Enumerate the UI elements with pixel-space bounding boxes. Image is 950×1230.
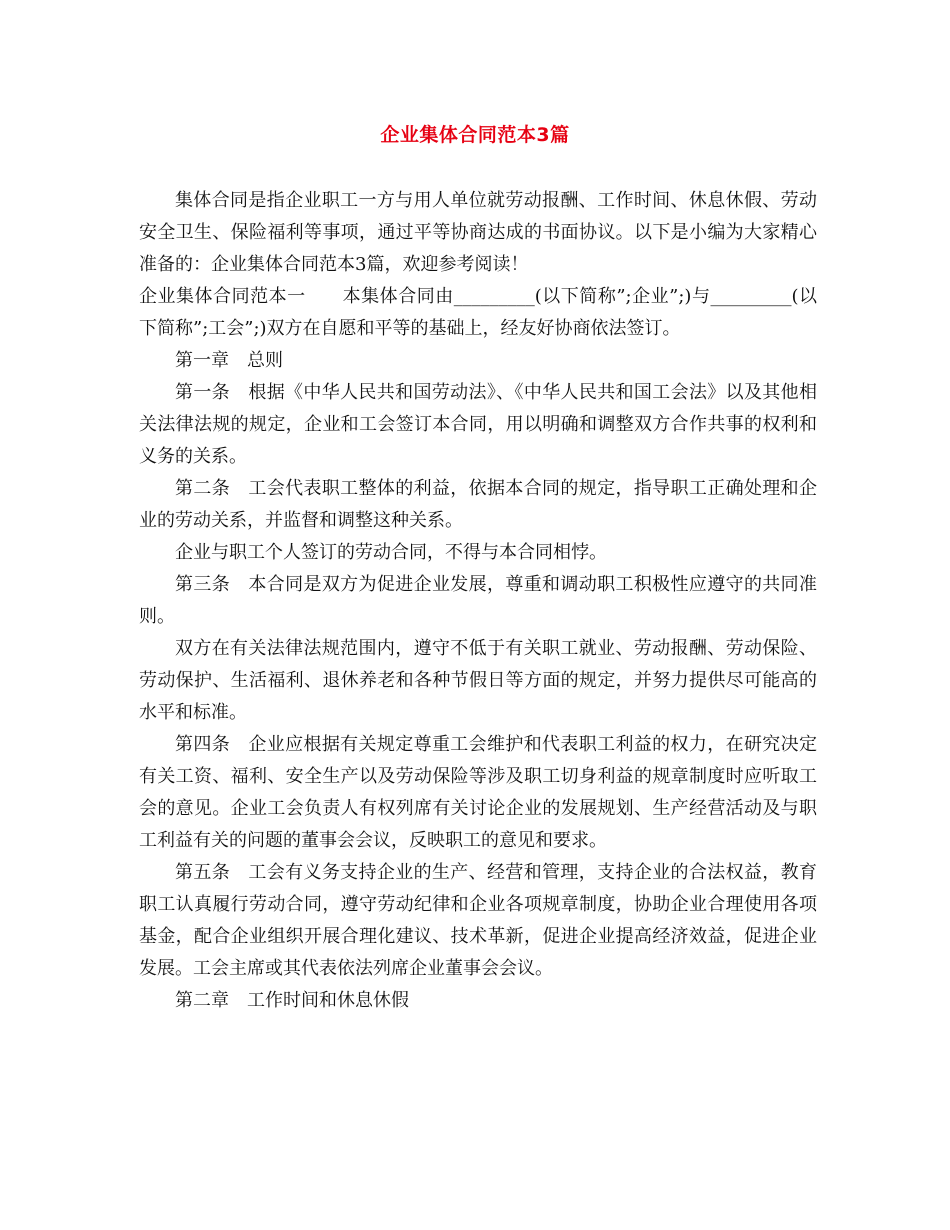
chapter-heading: 第一章 总则 xyxy=(175,350,283,371)
document-title: 企业集体合同范本3篇 xyxy=(380,124,570,146)
chapter-heading: 第二章 工作时间和休息休假 xyxy=(175,990,409,1011)
body-paragraph: 双方在有关法律法规范围内，遵守不低于有关职工就业、劳动报酬、劳动保险、劳动保护、生活福利、退休养老和各种节假日等方面的规定，并努力提供尽可能高的水平和标准。 xyxy=(139,638,817,723)
article-paragraph: 第一条 根据《中华人民共和国劳动法》、《中华人民共和国工会法》以及其他相关法律法规的规定，企业和工会签订本合同，用以明确和调整双方合作共事的权利和义务的关系。 xyxy=(139,382,817,467)
article-paragraph: 第三条 本合同是双方为促进企业发展，尊重和调动职工积极性应遵守的共同准则。 xyxy=(139,574,817,627)
intro-paragraph: 集体合同是指企业职工一方与用人单位就劳动报酬、工作时间、休息休假、劳动安全卫生、保险福利等事项，通过平等协商达成的书面协议。以下是小编为大家精心准备的：企业集体合同范本3篇，欢迎参考阅读！ xyxy=(139,190,817,275)
contract-preamble-paragraph: 企业集体合同范本一 本集体合同由_________(以下简称”;企业”;)与_________(以下简称”;工会”;)双方在自愿和平等的基础上，经友好协商依法签订。 xyxy=(139,286,817,339)
body-paragraph: 企业与职工个人签订的劳动合同，不得与本合同相悖。 xyxy=(175,542,607,563)
article-paragraph: 第五条 工会有义务支持企业的生产、经营和管理，支持企业的合法权益，教育职工认真履行劳动合同，遵守劳动纪律和企业各项规章制度，协助企业合理使用各项基金，配合企业组织开展合理化建议、技术革新，促进企业提高经济效益，促进企业发展。工会主席或其代表依法列席企业董事会会议。 xyxy=(139,862,817,979)
document-body xyxy=(139,185,817,1017)
article-paragraph: 第四条 企业应根据有关规定尊重工会维护和代表职工利益的权力，在研究决定有关工资、福利、安全生产以及劳动保险等涉及职工切身利益的规章制度时应听取工会的意见。企业工会负责人有权列席有关讨论企业的发展规划、生产经营活动及与职工利益有关的问题的董事会会议，反映职工的意见和要求。 xyxy=(139,734,817,851)
article-paragraph: 第二条 工会代表职工整体的利益，依据本合同的规定，指导职工正确处理和企业的劳动关系，并监督和调整这种关系。 xyxy=(139,478,817,531)
